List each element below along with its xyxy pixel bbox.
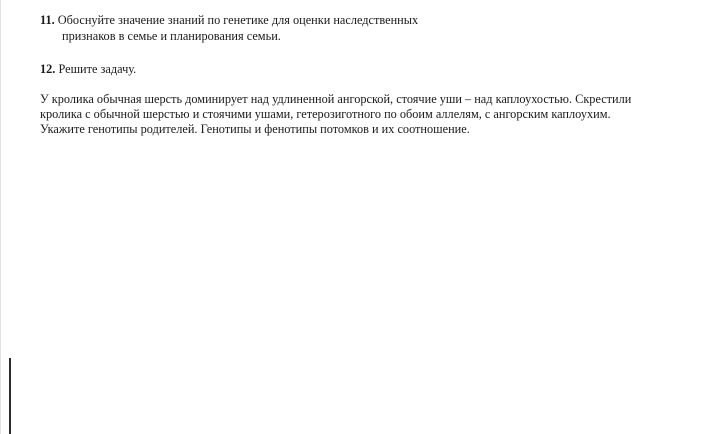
- question-11-line-1: [40, 12, 680, 28]
- page-edge: [0, 0, 1, 434]
- question-11-text-line-1: Обоснуйте значение знаний по генетике для оценки наследственных: [57, 13, 419, 27]
- question-12-number: 12.: [40, 62, 56, 76]
- question-11-number: 11.: [40, 13, 55, 27]
- task-line-2: кролика с обычной шерстью и стоячими ушами, гетерозиготного по обоим аллелям, с ангорским каплоухим.: [40, 107, 611, 121]
- question-11: [40, 12, 680, 44]
- text-cursor-line: [9, 358, 11, 434]
- task-line-3: Укажите генотипы родителей. Генотипы и фенотипы потомков и их соотношение.: [40, 122, 470, 136]
- task-text: [40, 92, 712, 137]
- question-12-text: Решите задачу.: [58, 62, 137, 76]
- task-line-1: У кролика обычная шерсть доминирует над удлиненной ангорской, стоячие уши – над каплоухостью. Скрестили: [40, 92, 632, 106]
- question-11-text-line-2: признаков в семье и планирования семьи.: [62, 29, 281, 43]
- question-12: [40, 61, 136, 77]
